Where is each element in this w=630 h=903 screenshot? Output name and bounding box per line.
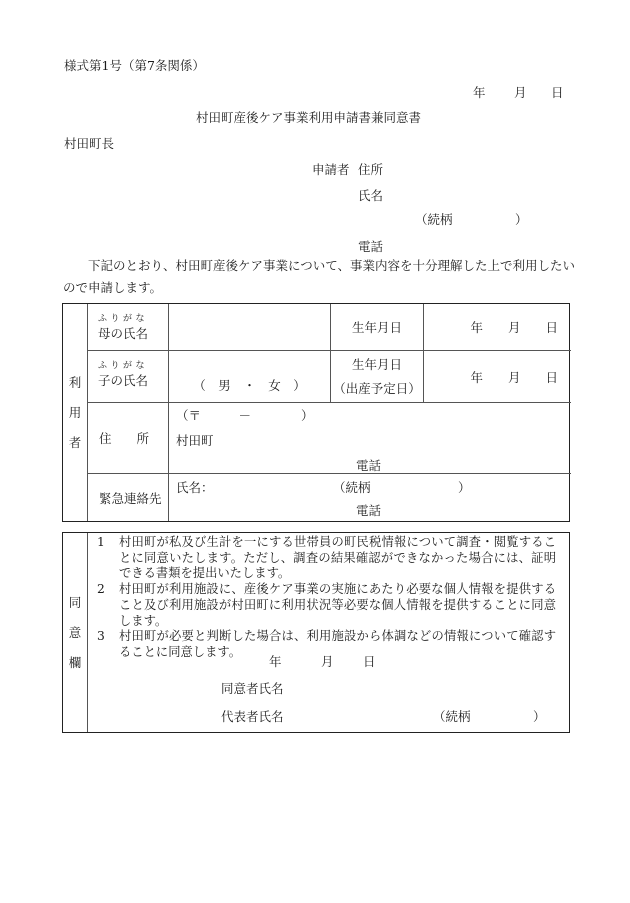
- consent-item: [97, 582, 563, 629]
- address-label: 住 所: [99, 431, 150, 446]
- document-title: 村田町産後ケア事業利用申請書兼同意書: [196, 110, 422, 125]
- applicant-name-label: 氏名: [358, 188, 384, 203]
- applicant-label: 申請者: [312, 162, 350, 177]
- address-phone-label: 電話: [356, 458, 382, 473]
- consent-date-day: 日: [363, 654, 376, 669]
- consent-table: [62, 532, 570, 733]
- applicant-address-label: 住所: [358, 162, 384, 177]
- consent-side-label-cell: [63, 533, 88, 732]
- consent-item-number: 1: [97, 535, 105, 549]
- user-table-side-label: 利用者: [68, 374, 82, 450]
- child-birth-date-cell: [424, 351, 571, 403]
- postal-code-line: （〒 － ）: [176, 408, 314, 423]
- intro-line-2: ので申請します。: [63, 280, 163, 295]
- child-name-label: 子の氏名: [98, 373, 149, 388]
- consent-item-text: 村田町が利用施設に、産後ケア事業の実施にあたり必要な個人情報を提供すること及び利用施設が村田町に利用状況等必要な個人情報を提供することに同意します。: [119, 582, 556, 628]
- address-value-cell: [169, 403, 571, 474]
- consent-date-year: 年: [269, 654, 282, 669]
- intro-line-1: 下記のとおり、村田町産後ケア事業について、事業内容を十分理解した上で利用したい: [88, 258, 576, 273]
- applicant-phone-label: 電話: [358, 239, 384, 254]
- emergency-name-label: 氏名：: [176, 480, 214, 495]
- user-info-table: [62, 303, 570, 522]
- consent-item-number: 3: [97, 629, 105, 644]
- mother-name-label-cell: [88, 304, 169, 351]
- consent-item: [97, 535, 563, 582]
- child-sex-options: （ 男 ・ 女 ）: [193, 378, 306, 393]
- child-sex-cell: [169, 351, 331, 403]
- addressee: 村田町長: [64, 136, 115, 151]
- mother-name-label: 母の氏名: [98, 326, 149, 341]
- consent-item-text: 村田町が必要と判断した場合は、利用施設から体調などの情報について確認することに同意します。: [119, 629, 556, 659]
- emergency-label: 緊急連絡先: [99, 490, 162, 506]
- header-date-day: 日: [551, 85, 564, 100]
- consent-body-cell: [88, 533, 569, 732]
- mother-birth-date-cell: [424, 304, 571, 351]
- consenter-name-label: 同意者氏名: [221, 681, 284, 696]
- emergency-label-cell: [88, 474, 169, 521]
- consent-item-number: 2: [97, 582, 105, 597]
- child-birth-date-ymd: 年 月 日: [470, 369, 558, 385]
- emergency-relation-label: （続柄 ）: [333, 480, 471, 495]
- furigana-label-child: ふりがな: [98, 361, 149, 371]
- child-name-label-cell: [88, 351, 169, 403]
- town-line: 村田町: [176, 433, 214, 448]
- user-table-side-label-cell: [63, 304, 88, 521]
- form-number: 様式第1号（第7条関係）: [64, 58, 205, 73]
- emergency-value-cell: [169, 474, 571, 521]
- mother-birth-date-ymd: 年 月 日: [470, 320, 558, 335]
- consent-side-label: 同意欄: [68, 594, 82, 670]
- child-birth-label: 生年月日 （出産予定日）: [333, 356, 421, 396]
- applicant-relation-label: （続柄 ）: [415, 212, 528, 227]
- consent-item-text: 村田町が私及び生計を一にする世帯員の町民税情報について調査・閲覧することに同意いたします。ただし、調査の結果確認ができなかった場合には、証明できる書類を提出いたします。: [119, 535, 556, 581]
- header-date-month: 月: [514, 85, 527, 100]
- emergency-phone-label: 電話: [356, 503, 382, 518]
- representative-relation-label: （続柄 ）: [433, 709, 546, 724]
- consent-item-list: [97, 535, 563, 661]
- consent-date-month: 月: [321, 654, 334, 669]
- child-birth-label-cell: [331, 351, 424, 403]
- address-label-cell: [88, 403, 169, 474]
- representative-name-label: 代表者氏名: [221, 709, 284, 724]
- mother-birth-label: 生年月日: [351, 320, 402, 335]
- header-date-year: 年: [473, 85, 486, 100]
- mother-name-input-cell: [169, 304, 331, 351]
- furigana-label-mother: ふりがな: [98, 314, 149, 324]
- mother-birth-label-cell: [331, 304, 424, 351]
